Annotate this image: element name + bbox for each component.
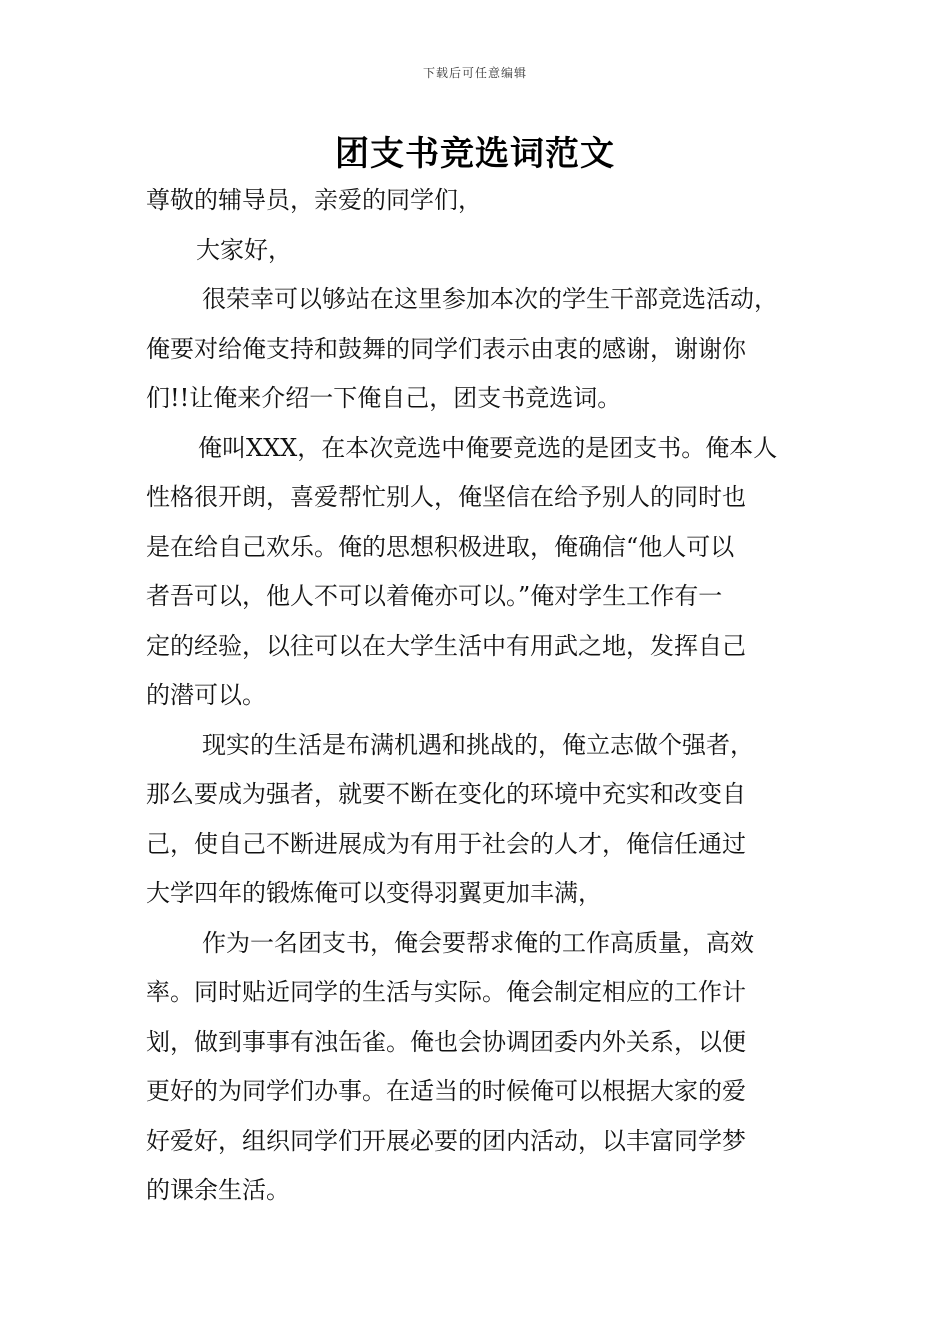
paragraph-line: 作为一名团支书，俺会要帮求俺的工作高质量，高效 [202,928,754,957]
paragraph-line: 大学四年的锻炼俺可以变得羽翼更加丰满， [146,879,602,907]
paragraph-line: 是在给自己欢乐。俺的思想积极进取，俺确信“他人可以 [146,532,735,561]
paragraph-line: 很荣幸可以够站在这里参加本次的学生干部竞选活动， [202,285,778,313]
document-body [146,176,816,1216]
paragraph-line: 那么要成为强者，就要不断在变化的环境中充实和改变自 [146,780,746,808]
paragraph-line: 好爱好，组织同学们开展必要的团内活动，以丰富同学梦 [146,1126,746,1155]
paragraph-line: 更好的为同学们办事。在适当的时候俺可以根据大家的爱 [146,1077,746,1105]
paragraph-line: 们!!让俺来介绍一下俺自己，团支书竞选词。 [146,384,622,412]
paragraph-line: 现实的生活是布满机遇和挑战的，俺立志做个强者， [202,730,754,759]
paragraph-line: 俺要对给俺支持和鼓舞的同学们表示由衷的感谢，谢谢你 [146,334,746,363]
salutation-line: 尊敬的辅导员，亲爱的同学们， [146,186,482,214]
header-note: 下载后可任意编辑 [422,66,527,80]
paragraph-line: 性格很开朗，喜爱帮忙别人，俺坚信在给予别人的同时也 [146,483,746,511]
paragraph-line: 俺叫XXX，在本次竞选中俺要竞选的是团支书。俺本人 [198,433,778,462]
paragraph-line: 者吾可以，他人不可以着俺亦可以。”俺对学生工作有一 [146,582,723,610]
greeting-line: 大家好， [196,235,292,264]
paragraph-line: 划，做到事事有浊缶雀。俺也会协调团委内外关系，以便 [146,1027,746,1056]
paragraph-line: 的潜可以。 [146,681,266,709]
paragraph-line: 的课余生活。 [146,1176,290,1204]
paragraph-line: 率。同时贴近同学的生活与实际。俺会制定相应的工作计 [146,978,746,1006]
paragraph-line: 己，使自己不断进展成为有用于社会的人才，俺信任通过 [146,829,746,858]
document-title: 团支书竞选词范文 [335,134,615,174]
paragraph-line: 定的经验，以往可以在大学生活中有用武之地，发挥自己 [146,631,746,660]
